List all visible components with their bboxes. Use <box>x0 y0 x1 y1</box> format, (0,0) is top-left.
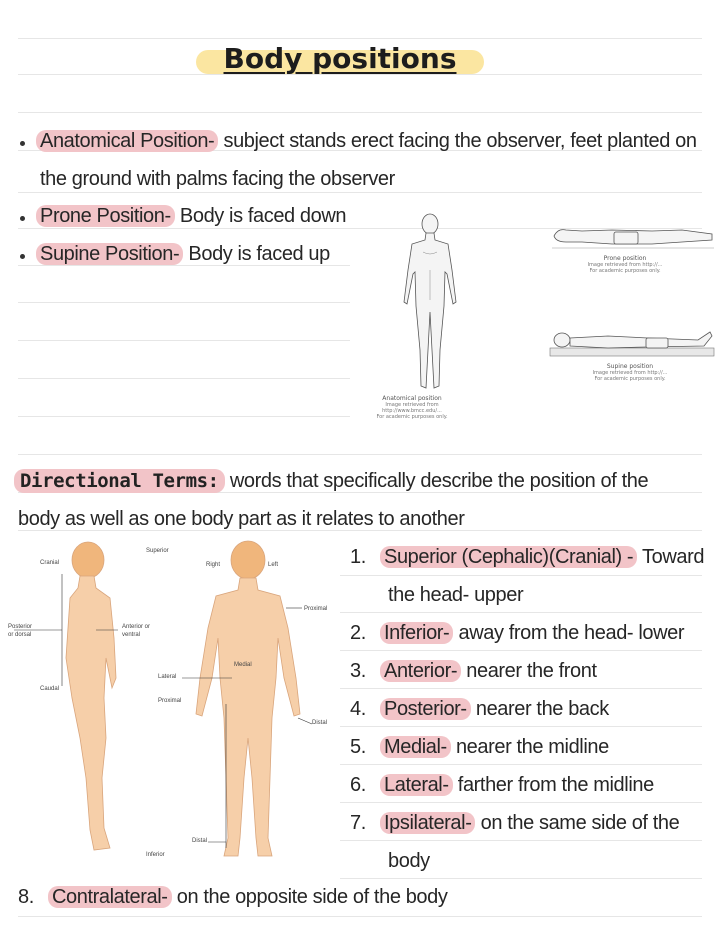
label-distal-2: Distal <box>192 838 208 844</box>
term-highlight: Supine Position- <box>36 243 183 265</box>
label-caudal: Caudal <box>40 686 60 692</box>
supine-position-line <box>36 243 330 266</box>
term-highlight: Inferior- <box>380 622 453 644</box>
term-highlight: Anatomical Position- <box>36 130 218 152</box>
list-item: 7. Ipsilateral- on the same side of the <box>350 812 680 834</box>
directional-heading: Directional Terms: <box>14 469 225 493</box>
term-highlight: Contralateral- <box>48 886 172 908</box>
bullet-icon <box>20 254 25 259</box>
anatomical-position-figure <box>390 210 470 395</box>
list-item: 5. Medial- nearer the midline <box>350 736 609 758</box>
list-item-cont: body <box>388 850 430 872</box>
label-posterior: Posterior <box>8 624 33 630</box>
term-highlight: Anterior- <box>380 660 461 682</box>
directional-heading-line <box>14 470 648 493</box>
list-item: 1. Superior (Cephalic)(Cranial) - Toward <box>350 546 705 568</box>
anatomical-caption: Anatomical position Image retrieved from http://www.bmcc.edu/... For academic purposes only. <box>376 395 448 420</box>
anatomical-position-line-2: the ground with palms facing the observer <box>40 168 395 190</box>
prone-caption: Prone position Image retrieved from http://... For academic purposes only. <box>587 255 663 274</box>
page-title <box>196 38 484 86</box>
label-lateral: Lateral <box>158 674 177 680</box>
term-highlight: Prone Position- <box>36 205 175 227</box>
label-proximal-2: Proximal <box>304 606 328 612</box>
list-item: 6. Lateral- farther from the midline <box>350 774 654 796</box>
bullet-icon <box>20 141 25 146</box>
label-left: Left <box>268 562 279 568</box>
directional-intro: words that specifically describe the position of the <box>224 470 649 492</box>
label-posterior-2: or dorsal <box>8 632 32 638</box>
label-right: Right <box>206 562 221 568</box>
list-item: 8. Contralateral- on the opposite side of the body <box>18 886 448 908</box>
label-inferior: Inferior <box>146 852 165 858</box>
term-highlight: Medial- <box>380 736 451 758</box>
definition-text: Body is faced up <box>183 243 330 265</box>
label-proximal: Proximal <box>158 698 182 704</box>
supine-caption: Supine position Image retrieved from http://... For academic purposes only. <box>592 363 668 382</box>
term-highlight: Ipsilateral- <box>380 812 475 834</box>
label-cranial: Cranial <box>40 560 60 566</box>
list-item: 3. Anterior- nearer the front <box>350 660 597 682</box>
definition-text: Body is faced down <box>174 205 347 227</box>
label-superior: Superior <box>146 548 169 554</box>
bullet-icon <box>20 216 25 221</box>
label-medial: Medial <box>234 662 252 668</box>
label-distal: Distal <box>312 720 328 726</box>
list-item: 2. Inferior- away from the head- lower <box>350 622 685 644</box>
term-highlight: Superior (Cephalic)(Cranial) - <box>380 546 637 568</box>
label-anterior-2: ventral <box>122 632 141 638</box>
label-anterior: Anterior or <box>122 624 151 630</box>
supine-position-figure <box>548 322 716 360</box>
title-text: Body positions <box>223 42 457 75</box>
definition-text: subject stands erect facing the observer, feet planted on <box>218 130 697 152</box>
prone-position-figure <box>552 218 714 252</box>
list-item: 4. Posterior- nearer the back <box>350 698 609 720</box>
term-highlight: Posterior- <box>380 698 471 720</box>
directional-intro-2: body as well as one body part as it relates to another <box>18 508 465 530</box>
term-highlight: Lateral- <box>380 774 453 796</box>
list-item-cont: the head- upper <box>388 584 524 606</box>
anatomical-position-line <box>36 130 697 153</box>
prone-position-line <box>36 205 346 228</box>
